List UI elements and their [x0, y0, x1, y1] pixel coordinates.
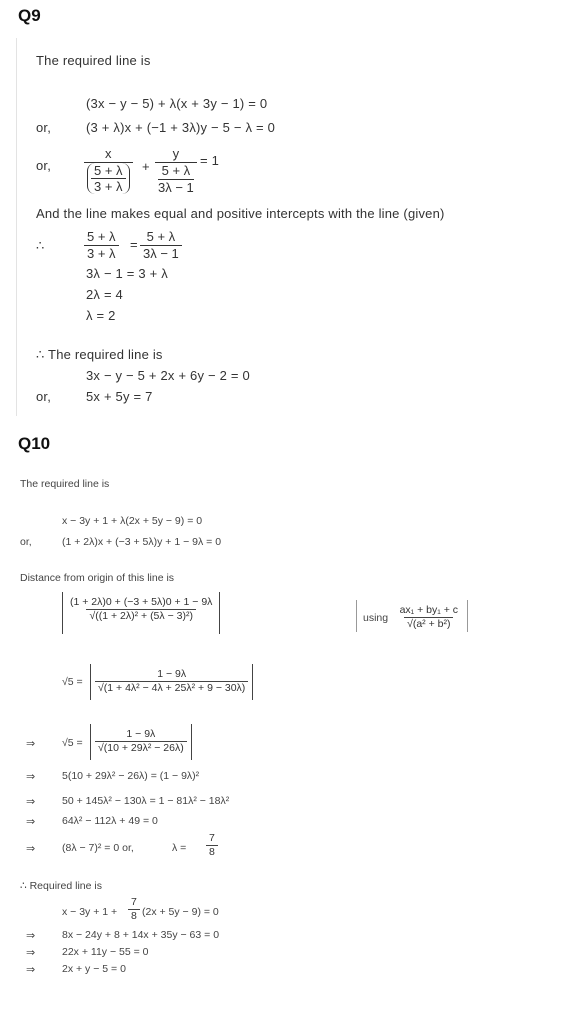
- q10-step1-abs: [90, 664, 253, 700]
- q9-equation-6: 2λ = 4: [86, 287, 123, 302]
- q10-result-3: 22x + 11y − 55 = 0: [62, 946, 149, 958]
- q9-rhs-num: 5 + λ: [146, 229, 176, 244]
- q10-intro: The required line is: [20, 478, 110, 490]
- q10-or-1: or,: [20, 536, 32, 548]
- q10-distance-den: √((1 + 2λ)² + (5λ − 3)²): [86, 609, 196, 623]
- q10-implies-3: ⇒: [26, 796, 36, 808]
- q9-equation-8: 3x − y − 5 + 2x + 6y − 2 = 0: [86, 368, 250, 383]
- q9-x-denominator: [87, 163, 130, 194]
- q9-or-2: or,: [36, 158, 52, 173]
- q10-step5: 64λ² − 112λ + 49 = 0: [62, 815, 158, 827]
- q10-result-den: 8: [128, 909, 140, 923]
- q9-y-den-num: 5 + λ: [161, 163, 191, 178]
- q10-distance-fraction: [67, 596, 215, 623]
- q9-heading: Q9: [18, 6, 41, 25]
- q10-using-note: [356, 600, 468, 632]
- q9-final-answer: 5x + 5y = 7: [86, 389, 153, 404]
- q9-equals: =: [130, 237, 138, 252]
- q9-conclusion: ∴ The required line is: [36, 347, 163, 362]
- q10-step2-fraction: [95, 728, 187, 755]
- q9-plus-sign: +: [142, 159, 150, 174]
- q10-lambda-eq: λ =: [172, 842, 187, 854]
- q9-rhs-fraction: [140, 229, 182, 262]
- q10-using-label: using: [363, 612, 389, 624]
- q9-y-intercept-fraction: [155, 146, 197, 196]
- q9-equation-7: λ = 2: [86, 308, 116, 323]
- q9-x-den-den: 3 + λ: [91, 178, 126, 194]
- q10-step4: 50 + 145λ² − 130λ = 1 − 81λ² − 18λ²: [62, 795, 230, 807]
- q9-x-intercept-fraction: [84, 146, 133, 194]
- q9-x-numerator: x: [105, 146, 112, 161]
- q10-conclusion: ∴ Required line is: [20, 880, 102, 892]
- q10-implies-1: ⇒: [26, 738, 36, 750]
- q10-step6: (8λ − 7)² = 0 or,: [62, 842, 134, 854]
- q10-using-den: √(a² + b²): [404, 617, 453, 631]
- q10-root5-1: √5 =: [62, 676, 83, 688]
- q10-lambda-fraction: [206, 832, 218, 859]
- q10-using-num: ax₁ + by₁ + c: [399, 604, 459, 616]
- q9-lhs-num: 5 + λ: [87, 229, 116, 244]
- q10-implies-5: ⇒: [26, 843, 36, 855]
- q10-lambda-num: 7: [209, 832, 215, 844]
- q10-implies-8: ⇒: [26, 964, 36, 976]
- q9-rhs-den: 3λ − 1: [140, 245, 182, 262]
- q9-y-den-den: 3λ − 1: [158, 180, 194, 195]
- q9-intro: The required line is: [36, 53, 151, 68]
- q10-implies-2: ⇒: [26, 771, 36, 783]
- q10-step2-num: 1 − 9λ: [126, 728, 156, 740]
- q10-result-2: 8x − 24y + 8 + 14x + 35y − 63 = 0: [62, 929, 220, 941]
- q9-equation-1: (3x − y − 5) + λ(x + 3y − 1) = 0: [86, 96, 268, 111]
- q10-step2-den: √(10 + 29λ² − 26λ): [95, 741, 187, 755]
- q9-equation-5: 3λ − 1 = 3 + λ: [86, 266, 168, 281]
- q9-lhs-fraction: [84, 229, 119, 262]
- q9-y-numerator: y: [172, 146, 180, 161]
- q10-heading: Q10: [18, 434, 51, 453]
- q9-or-1: or,: [36, 120, 52, 135]
- q10-step3: 5(10 + 29λ² − 26λ) = (1 − 9λ)²: [62, 770, 200, 782]
- q10-equation-1: x − 3y + 1 + λ(2x + 5y − 9) = 0: [62, 515, 203, 527]
- q10-distance-num: (1 + 2λ)0 + (−3 + 5λ)0 + 1 − 9λ: [70, 596, 213, 608]
- q9-therefore-1: ∴: [36, 238, 45, 253]
- q9-or-3: or,: [36, 389, 52, 404]
- q10-using-fraction: [397, 604, 461, 631]
- q10-step1-den: √(1 + 4λ² − 4λ + 25λ² + 9 − 30λ): [95, 681, 248, 695]
- q10-distance-abs: [62, 592, 220, 634]
- q10-root5-2: √5 =: [62, 737, 83, 749]
- q10-distance-text: Distance from origin of this line is: [20, 572, 175, 584]
- q10-implies-4: ⇒: [26, 816, 36, 828]
- q9-statement: And the line makes equal and positive intercepts with the line (given): [36, 206, 445, 221]
- q10-lambda-den: 8: [206, 845, 218, 859]
- q9-eq3-rhs: = 1: [200, 153, 220, 168]
- q10-result-1a: x − 3y + 1 +: [62, 906, 118, 918]
- q10-result-1b: (2x + 5y − 9) = 0: [142, 906, 219, 918]
- q9-lhs-den: 3 + λ: [84, 245, 119, 262]
- q10-equation-2: (1 + 2λ)x + (−3 + 5λ)y + 1 − 9λ = 0: [62, 536, 222, 548]
- q10-final-answer: 2x + y − 5 = 0: [62, 963, 126, 975]
- q10-implies-7: ⇒: [26, 947, 36, 959]
- q10-result-fraction: [128, 896, 140, 923]
- q10-implies-6: ⇒: [26, 930, 36, 942]
- q10-result-num: 7: [131, 896, 137, 908]
- q10-step2-abs: [90, 724, 192, 760]
- q10-step1-fraction: [95, 668, 248, 695]
- q10-step1-num: 1 − 9λ: [157, 668, 187, 680]
- q9-equation-2: (3 + λ)x + (−1 + 3λ)y − 5 − λ = 0: [86, 120, 276, 135]
- q9-x-den-num: 5 + λ: [94, 163, 123, 178]
